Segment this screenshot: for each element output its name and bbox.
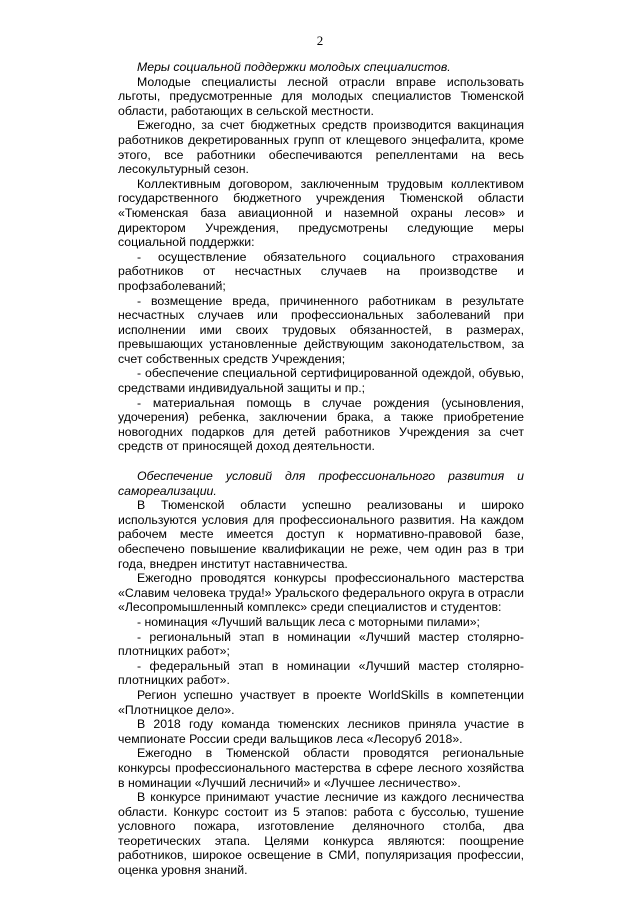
list-item: - осуществление обязательного социального страхования работников от несчастных случаев на производстве и профзаболеваний; [118,249,524,293]
paragraph: В 2018 году команда тюменских лесников приняла участие в чемпионате России среди вальщиков леса «Лесоруб 2018». [118,717,524,746]
paragraph: Ежегодно, за счет бюджетных средств производится вакцинация работников декретированных групп от клещевого энцефалита, кроме этого, все работники обеспечиваются репеллентами на весь лесокультурный сезон. [118,118,524,177]
section-heading-professional-development: Обеспечение условий для профессионального развития и самореализации. [118,469,524,498]
paragraph: В Тюменской области успешно реализованы и широко используются условия для профессионального развития. На каждом рабочем месте имеется доступ к нормативно-правовой базе, обеспечено повышение квалификации не реже, чем один раз в три года, внедрен институт наставничества. [118,498,524,571]
list-item: - номинация «Лучший вальщик леса с моторными пилами»; [137,614,480,629]
list-item: - обеспечение специальной сертифицированной одеждой, обувью, средствами индивидуальной защиты и пр.; [118,366,524,396]
list-item: - возмещение вреда, причиненного работникам в результате несчастных случаев или профессиональных заболеваний при исполнении ими своих трудовых обязанностей, в размерах, превышающих установленные действующим законодательством, за счет собственных средств Учреждения; [118,293,524,366]
paragraph: Ежегодно в Тюменской области проводятся региональные конкурсы профессионального мастерства в сфере лесного хозяйства в номинации «Лучший лесничий» и «Лучшее лесничество». [118,746,524,790]
paragraph: Молодые специалисты лесной отрасли вправе использовать льготы, предусмотренные для молодых специалистов Тюменской области, работающих в сельской местности. [118,74,524,118]
list-item: - федеральный этап в номинации «Лучший мастер столярно-плотницких работ». [118,658,524,688]
list-item: - материальная помощь в случае рождения (усыновления, удочерения) ребенка, заключении брака, а также приобретение новогодних подарков для детей работников Учреждения за счет средств от приносящей доход деятельности. [118,395,524,454]
page-number: 2 [316,33,324,48]
paragraph: В конкурсе принимают участие лесничие из каждого лесничества области. Конкурс состоит из 5 этапов: работа с буссолью, тушение условного пожара, изготовление деляночного столба, два теоретических этапа. Целями конкурса являются: поощрение работников, широкое освещение в СМИ, популяризация профессии, оценка уровня знаний. [118,790,524,878]
document-body [118,60,524,878]
paragraph: Коллективным договором, заключенным трудовым коллективом государственного бюджетного учреждения Тюменской области «Тюменская база авиационной и наземной охраны лесов» и директором Учреждения, предусмотрены следующие меры социальной поддержки: [118,176,524,250]
list-item: - региональный этап в номинации «Лучший мастер столярно-плотницких работ»; [118,629,524,659]
section-heading-social-support: Меры социальной поддержки молодых специалистов. [137,60,451,74]
paragraph: Ежегодно проводятся конкурсы профессионального мастерства «Славим человека труда!» Уральского федерального округа в отрасли «Лесопромышленный комплекс» среди специалистов и студентов: [118,571,525,615]
paragraph: Регион успешно участвует в проекте WorldSkills в компетенции «Плотницкое дело». [118,687,524,717]
